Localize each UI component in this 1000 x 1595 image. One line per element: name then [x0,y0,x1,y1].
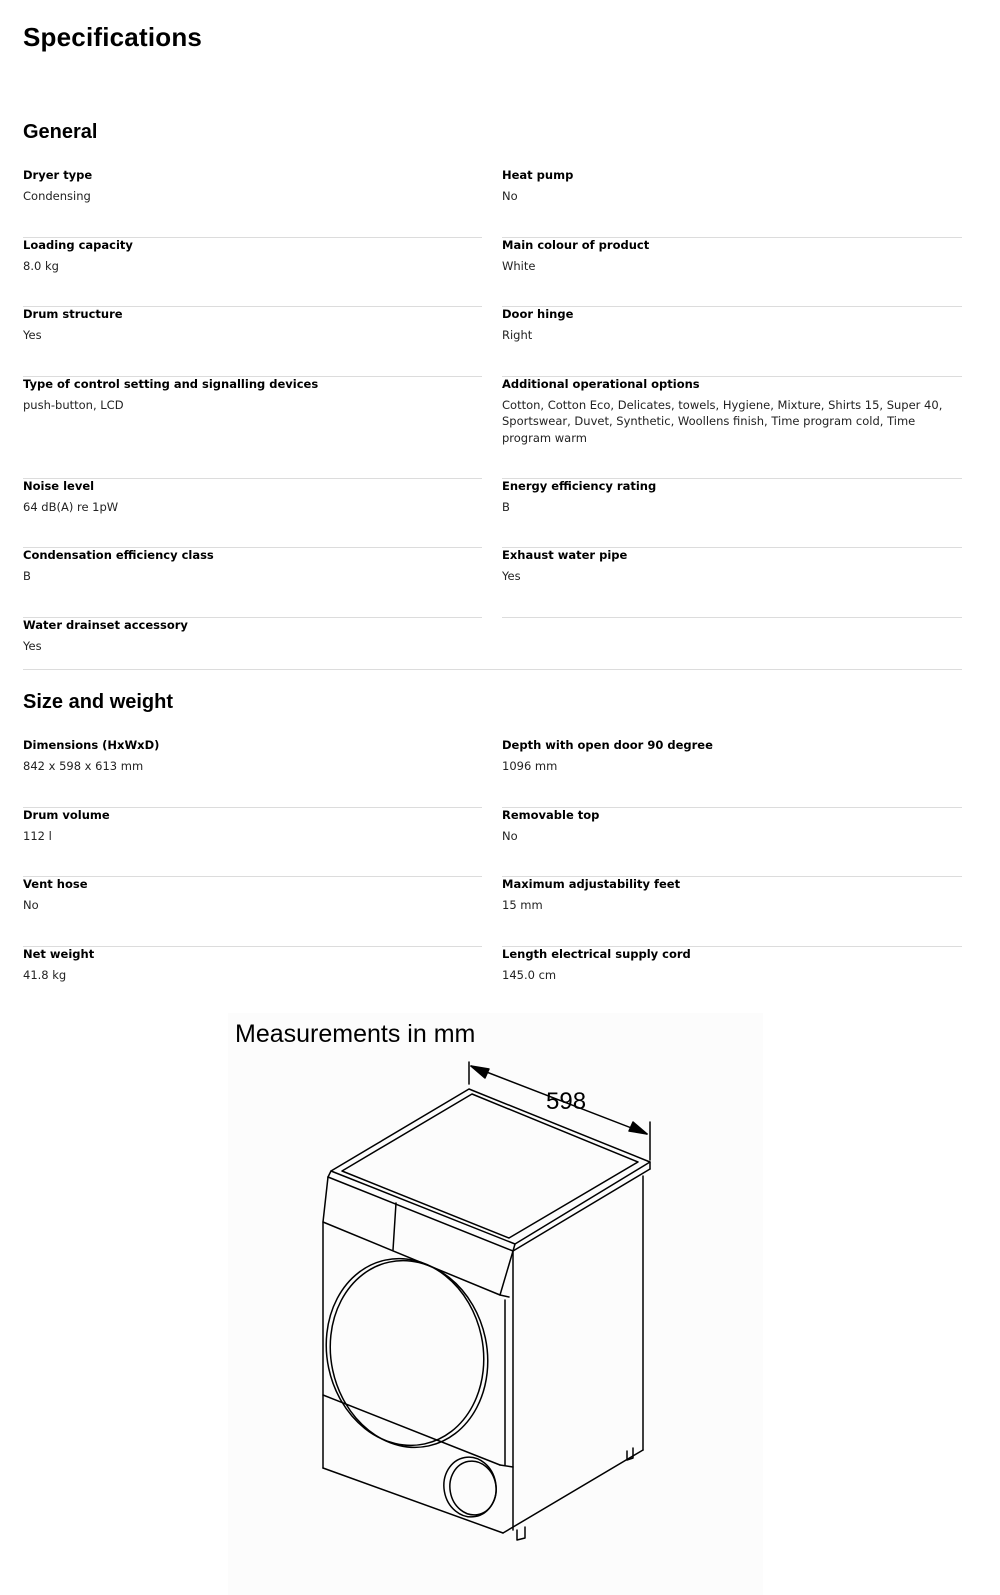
measurement-drawing-title: Measurements in mm [235,1020,476,1048]
spec-label: Dryer type [23,168,93,182]
spec-value: 1096 mm [502,759,558,773]
spec-value: Yes [502,569,521,583]
spec-value: 842 x 598 x 613 mm [23,759,144,773]
spec-label: Type of control setting and signalling devices [23,376,319,391]
spec-label: Maximum adjustability feet [502,877,681,891]
spec-label: Noise level [23,478,95,493]
spec-label: Depth with open door 90 degree [502,738,713,752]
spec-label: Exhaust water pipe [502,548,628,562]
page-title: Specifications [23,22,203,52]
spec-label: Vent hose [23,877,88,891]
spec-label: Water drainset accessory [23,617,188,632]
spec-label: Energy efficiency rating [502,478,657,493]
spec-value: push-button, LCD [23,397,124,412]
spec-label: Length electrical supply cord [502,946,691,961]
spec-value: No [502,189,518,203]
spec-value: 41.8 kg [23,967,67,982]
spec-label: Condensation efficiency class [23,548,214,562]
spec-value: Yes [23,638,42,653]
section-title-general: General [23,121,98,143]
dryer-service-hatch [439,1453,501,1521]
spec-label: Removable top [502,807,600,822]
width-dimension-label: 598 [546,1088,587,1115]
spec-value: No [23,898,39,912]
section-title-size-weight: Size and weight [23,691,174,713]
spec-value: 64 dB(A) re 1pW [23,499,119,514]
spec-value: Condensing [23,189,91,203]
spec-label: Drum volume [23,807,110,822]
spec-value: B [502,499,510,514]
spec-value: 8.0 kg [23,258,59,273]
dryer-door [309,1244,505,1462]
spec-value: B [23,569,31,583]
spec-label: Drum structure [23,307,123,321]
dryer-top [328,1089,650,1251]
spec-label: Heat pump [502,168,574,182]
spec-value: Right [502,328,533,342]
spec-label: Dimensions (HxWxD) [23,738,160,752]
spec-value: 15 mm [502,898,543,912]
spec-value: 145.0 cm [502,967,557,982]
spec-value: 112 l [23,828,52,843]
spec-label: Main colour of product [502,237,650,252]
spec-label: Net weight [23,946,95,961]
spec-label: Additional operational options [502,376,700,391]
spec-value: White [502,258,536,273]
spec-label: Loading capacity [23,237,133,252]
spec-value: No [502,828,518,843]
spec-value: Cotton, Cotton Eco, Delicates, towels, Hygiene, Mixture, Shirts 15, Super 40, Sportswear, Duvet, Synthetic, Woollens finish, Time program cold, Time program warm [502,397,943,445]
spec-label: Door hinge [502,307,574,321]
spec-value: Yes [23,328,42,342]
